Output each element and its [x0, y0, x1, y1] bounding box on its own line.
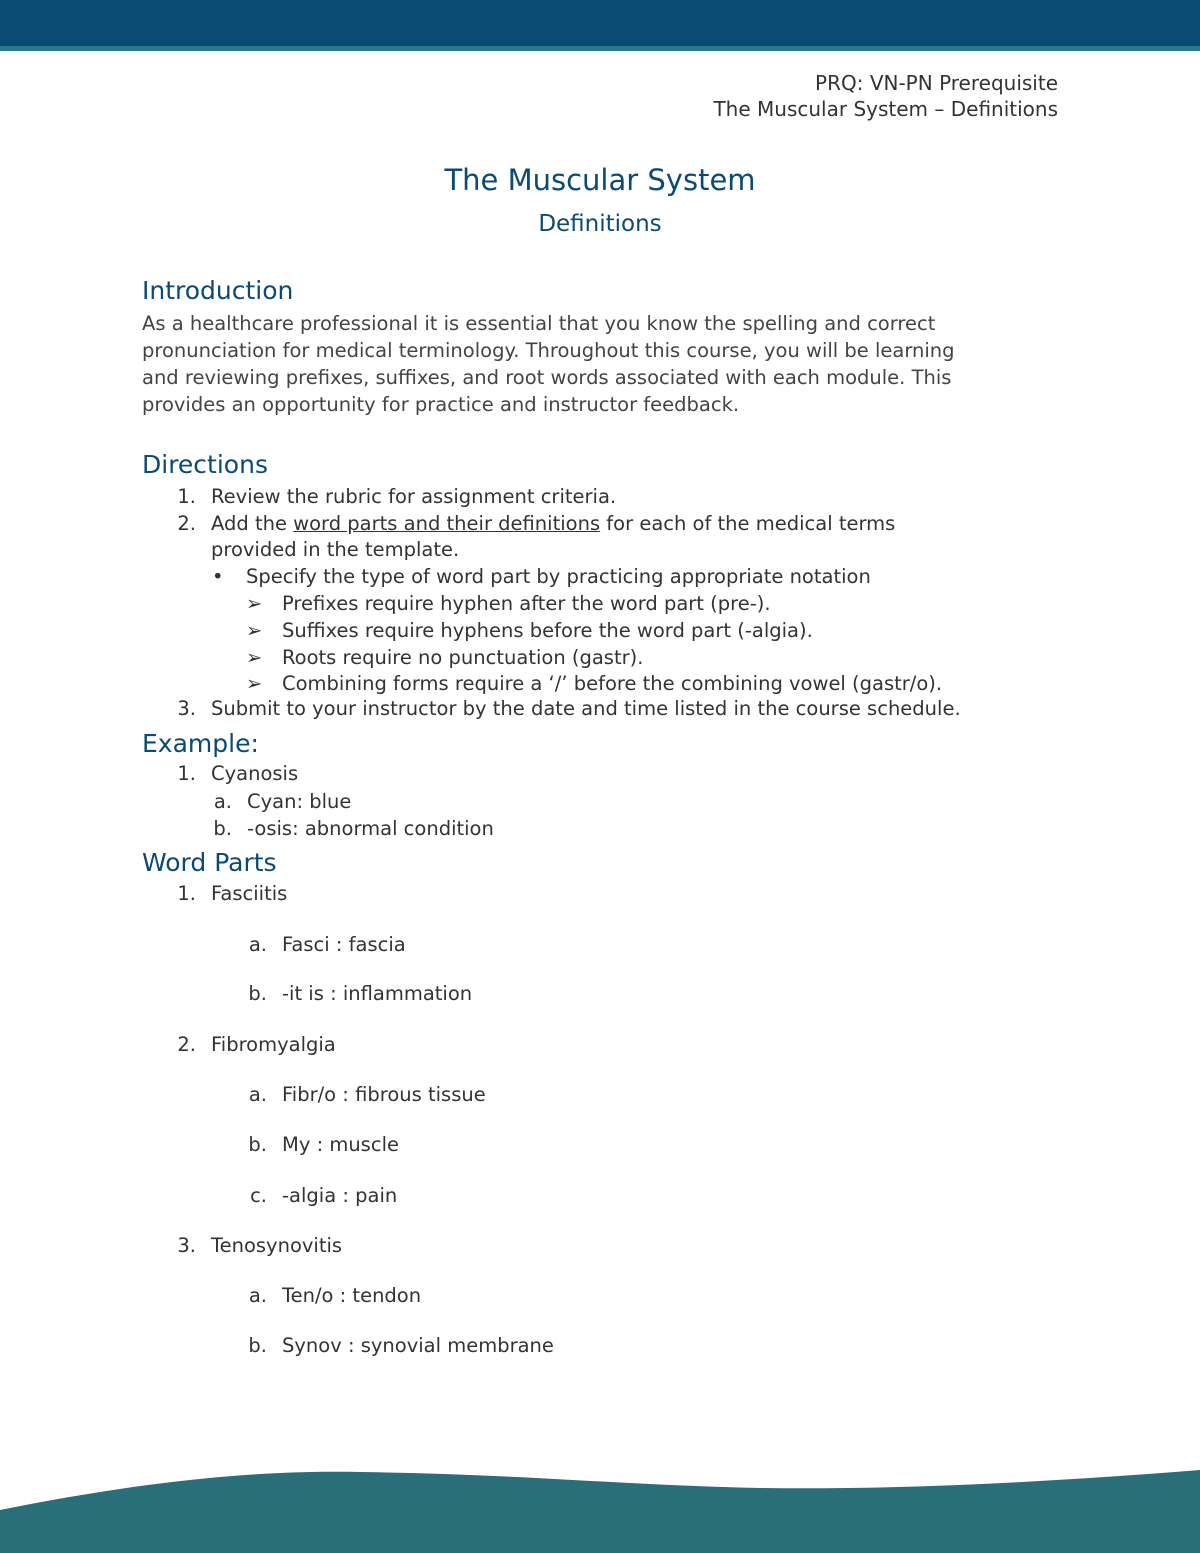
list-number: 3.	[177, 1234, 196, 1257]
direction-item-2-continued: provided in the template.	[211, 538, 460, 561]
direction-item-2-text-end: for each of the medical terms	[600, 512, 896, 535]
introduction-heading: Introduction	[142, 276, 294, 305]
list-letter: a.	[213, 790, 232, 813]
list-letter: c.	[250, 1184, 267, 1207]
notation-rule: Suffixes require hyphens before the word part (-algia).	[282, 619, 813, 642]
example-term: Cyanosis	[211, 762, 299, 785]
top-banner	[0, 0, 1200, 46]
direction-item-1: Review the rubric for assignment criteria.	[211, 485, 617, 508]
list-letter: b.	[248, 1133, 267, 1156]
direction-item-2	[211, 511, 895, 537]
arrow-bullet-icon: ➢	[246, 592, 263, 615]
intro-line: provides an opportunity for practice and instructor feedback.	[142, 393, 740, 416]
word-part-answer: -it is : inflammation	[282, 982, 473, 1005]
word-part-answer: Synov : synovial membrane	[282, 1334, 554, 1357]
notation-rule: Roots require no punctuation (gastr).	[282, 646, 644, 669]
example-heading: Example:	[142, 729, 259, 758]
word-parts-link[interactable]: word parts and their definitions	[293, 512, 601, 535]
direction-item-3: Submit to your instructor by the date and time listed in the course schedule.	[211, 697, 961, 720]
top-banner-accent	[0, 46, 1200, 51]
word-part-answer: -algia : pain	[282, 1184, 398, 1207]
bullet-icon: •	[212, 565, 224, 588]
direction-bullet: Specify the type of word part by practicing appropriate notation	[246, 565, 871, 588]
header-course: PRQ: VN-PN Prerequisite	[815, 71, 1058, 95]
list-number: 1.	[177, 762, 196, 785]
example-part: -osis: abnormal condition	[247, 817, 494, 840]
notation-rule: Combining forms require a ‘/’ before the combining vowel (gastr/o).	[282, 672, 943, 695]
list-number: 2.	[177, 1033, 196, 1056]
list-letter: b.	[248, 982, 267, 1005]
notation-rule: Prefixes require hyphen after the word part (pre-).	[282, 592, 771, 615]
list-number: 1.	[177, 882, 196, 905]
list-number: 3.	[177, 697, 196, 720]
example-part: Cyan: blue	[247, 790, 352, 813]
list-letter: b.	[213, 817, 232, 840]
list-letter: a.	[248, 933, 267, 956]
intro-line: and reviewing prefixes, suffixes, and root words associated with each module. This	[142, 366, 952, 389]
term-fibromyalgia: Fibromyalgia	[211, 1033, 336, 1056]
list-number: 1.	[177, 485, 196, 508]
list-number: 2.	[177, 512, 196, 535]
term-tenosynovitis: Tenosynovitis	[211, 1234, 343, 1257]
arrow-bullet-icon: ➢	[246, 619, 263, 642]
footer-wave	[0, 1440, 1200, 1553]
list-letter: a.	[248, 1083, 267, 1106]
word-part-answer: My : muscle	[282, 1133, 399, 1156]
direction-item-2-text: Add the	[211, 512, 294, 535]
intro-line: As a healthcare professional it is essential that you know the spelling and correct	[142, 312, 936, 335]
header-doc-title: The Muscular System – Definitions	[713, 97, 1058, 121]
list-letter: a.	[248, 1284, 267, 1307]
word-part-answer: Ten/o : tendon	[282, 1284, 422, 1307]
page-title: The Muscular System	[444, 163, 756, 197]
term-fasciitis: Fasciitis	[211, 882, 288, 905]
introduction-paragraph	[142, 310, 1072, 418]
intro-line: pronunciation for medical terminology. Throughout this course, you will be learning	[142, 339, 955, 362]
list-letter: b.	[248, 1334, 267, 1357]
word-parts-heading: Word Parts	[142, 848, 277, 877]
directions-heading: Directions	[142, 450, 268, 479]
word-part-answer: Fibr/o : fibrous tissue	[282, 1083, 486, 1106]
arrow-bullet-icon: ➢	[246, 646, 263, 669]
word-part-answer: Fasci : fascia	[282, 933, 406, 956]
arrow-bullet-icon: ➢	[246, 672, 263, 695]
page-subtitle: Definitions	[538, 211, 662, 237]
running-header	[713, 70, 1058, 122]
